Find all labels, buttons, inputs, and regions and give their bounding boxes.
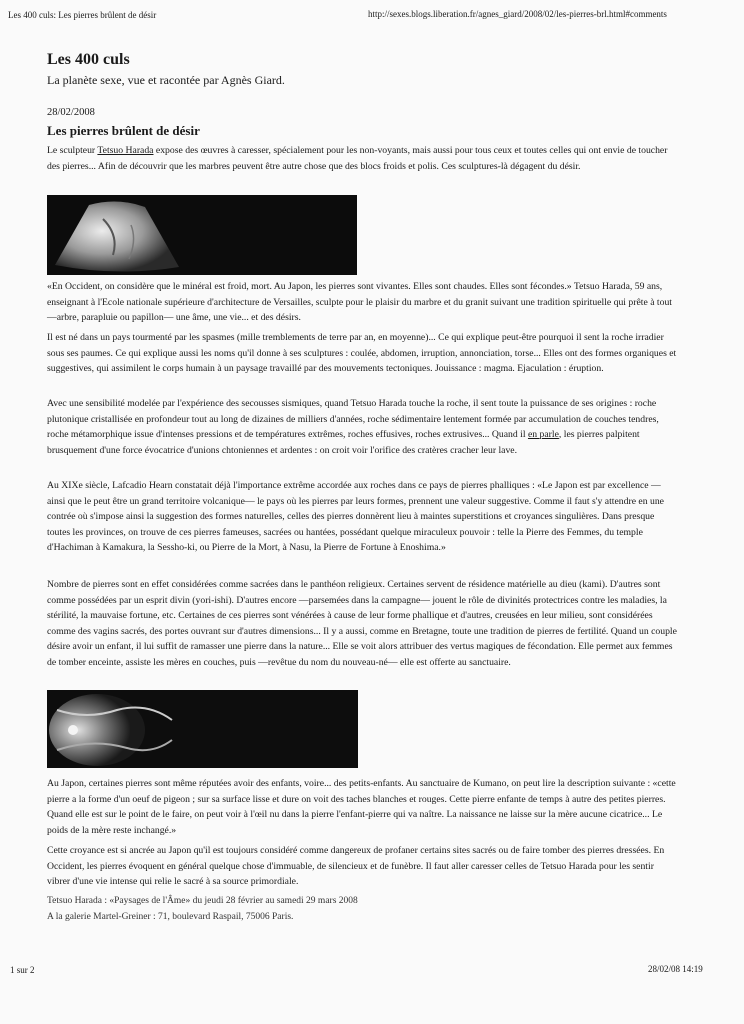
- print-datetime: 28/02/08 14:19: [648, 964, 703, 974]
- post-title[interactable]: Les pierres brûlent de désir: [47, 123, 200, 138]
- paragraph-7: Au Japon, certaines pierres sont même réputées avoir des enfants, voire... des petits-enfants. Au sanctuaire de Kumano, on peut lire la description suivante : «cette pierre a la forme d'un oeuf de pigeon ; sur sa surface lisse et dure on voit des taches blanches et rouges. Cette pierre enfante de temps à autre des petites pierres. Quand elle est sur le point de le faire, on peut voir à l'œil nu dans la pierre l'enfant-pierre qui va naître. La naissance ne laisse sur la mère aucune cicatrice... Le poids de la mère reste inchangé.»: [47, 778, 676, 836]
- page: [25, 25, 723, 935]
- blog-title[interactable]: Les 400 culs: [47, 51, 130, 68]
- link-tetsuo-harada[interactable]: Tetsuo Harada: [97, 145, 154, 156]
- blog-subtitle: La planète sexe, vue et racontée par Agnès Giard.: [47, 73, 285, 87]
- link-en-parle[interactable]: en parle: [527, 429, 559, 441]
- sculpture-image-2: [47, 690, 358, 768]
- paragraph-3: Il est né dans un pays tourmenté par les spasmes (mille tremblements de terre par an, en moyenne)... Ce qui explique peut-être pourquoi il sent la roche irradier sous ses paumes. Ce qui explique aussi les noms qu'il donne à ses sculptures : coulée, abdomen, irruption, annonciation, torse... Elles ont des formes organiques et suggestives, qui assimilent le corps humain à un paysage travaillé par des mouvements tectoniques. Jouissance : magma. Ejaculation : éruption.: [47, 332, 677, 375]
- sculpture-image-1: [47, 195, 357, 275]
- paragraph-2: «En Occident, on considère que le minéral est froid, mort. Au Japon, les pierres sont vivantes. Elles sont chaudes. Elles sont fécondes.» Tetsuo Harada, 59 ans, enseignant à l'Ecole nationale supérieure d'architecture de Versailles, sculpte pour le plaisir du marbre et du granit suivant une tradition spirituelle qui prête à tout —arbre, parapluie ou papillon— une âme, une vie... et des désirs.: [47, 281, 672, 324]
- gallery-address: A la galerie Martel-Greiner : 71, boulevard Raspail, 75006 Paris.: [47, 912, 294, 922]
- post-date: 28/02/2008: [47, 107, 95, 118]
- print-header-url: http://sexes.blogs.liberation.fr/agnes_giard/2008/02/les-pierres-brl.html#comments: [368, 9, 667, 19]
- print-page-number: 1 sur 2: [10, 965, 35, 975]
- exhibition-dates: Tetsuo Harada : «Paysages de l'Âme» du jeudi 28 février au samedi 29 mars 2008: [47, 896, 358, 906]
- paragraph-8: Cette croyance est si ancrée au Japon qu'il est toujours considéré comme dangereux de profaner certains sites sacrés ou de faire tomber des pierres dressées. En Occident, les pierres évoquent en général quelque chose d'immuable, de silencieux et de funèbre. Il faut aller caresser celles de Tetsuo Harada pour les sentir vibrer d'une vie intense qui relie le sacré à sa source primordiale.: [47, 845, 665, 888]
- print-header-title: Les 400 culs: Les pierres brûlent de désir: [8, 10, 157, 20]
- paragraph-1: Le sculpteur Tetsuo Harada expose des œuvres à caresser, spécialement pour les non-voyants, mais aussi pour tous ceux et toutes celles qui ont envie de toucher des pierres... Afin de découvrir que les marbres peuvent être autre chose que des blocs froids et polis. Ces sculptures-là dégagent du désir.: [47, 145, 668, 172]
- paragraph-5: Au XIXe siècle, Lafcadio Hearn constatait déjà l'importance extrême accordée aux roches dans ce pays de pierres phalliques : «Le Japon est par excellence —ainsi que le peut être un grand territoire volcanique— le pays où les pierres par leurs formes, prennent une valeur suggestive. Comme il faut s'y attendre en une contrée où s'impose ainsi la suggestion des formes naturelles, celles des pierres donnèrent lieu à maintes superstitions et croyances singulières. Dans presque toutes les provinces, on trouve de ces pierres fameuses, sacrées ou hantées, possédant quelque miraculeux pouvoir : telle la Pierre des Femmes, du temple d'Hachiman à Kamakura, la Sessho-ki, ou Pierre de la Mort, à Nasu, la Pierre de Fortune à Enoshima.»: [47, 480, 664, 554]
- paragraph-6: Nombre de pierres sont en effet considérées comme sacrées dans le panthéon religieux. Certaines servent de résidence matérielle au dieu (kami). D'autres sont comme possédées par un esprit divin (yori-ishi). D'autres encore —parsemées dans la campagne— jouent le rôle de divinités protectrices contre les maladies, la stérilité, la mauvaise fortune, etc. Certaines de ces pierres sont vénérées à cause de leur forme phallique et d'autres, creusées en leur milieu, sont considérées comme des vagins sacrés, des portes ouvrant sur d'autres dimensions... Il y a aussi, comme en Bretagne, toute une tradition de pierres de fertilité. Quand un couple désire avoir un enfant, il lui suffit de ramasser une pierre dans la nature... Elle se voit alors attribuer des vertus magiques de fécondation. Elle permet aux femmes de tomber enceinte, assiste les mères en couches, puis —revêtue du nom du nouveau-né— elle est offerte au sanctuaire.: [47, 579, 677, 668]
- paragraph-4: Avec une sensibilité modelée par l'expérience des secousses sismiques, quand Tetsuo Harada touche la roche, il sent toute la puissance de ses origines : roche plutonique cristallisée en profondeur tout au long de dizaines de milliers d'années, roche sédimentaire lentement formée par accumulation de couches tendres, roche métamorphique issue d'intenses pressions et de températures extrêmes, roches effusives, roches extrusives... Quand il en parle, les pierres palpitent brusquement d'une force évocatrice d'unions chtoniennes et ardentes : on croit voir l'orifice des cratères cracher leur lave.: [47, 398, 659, 456]
